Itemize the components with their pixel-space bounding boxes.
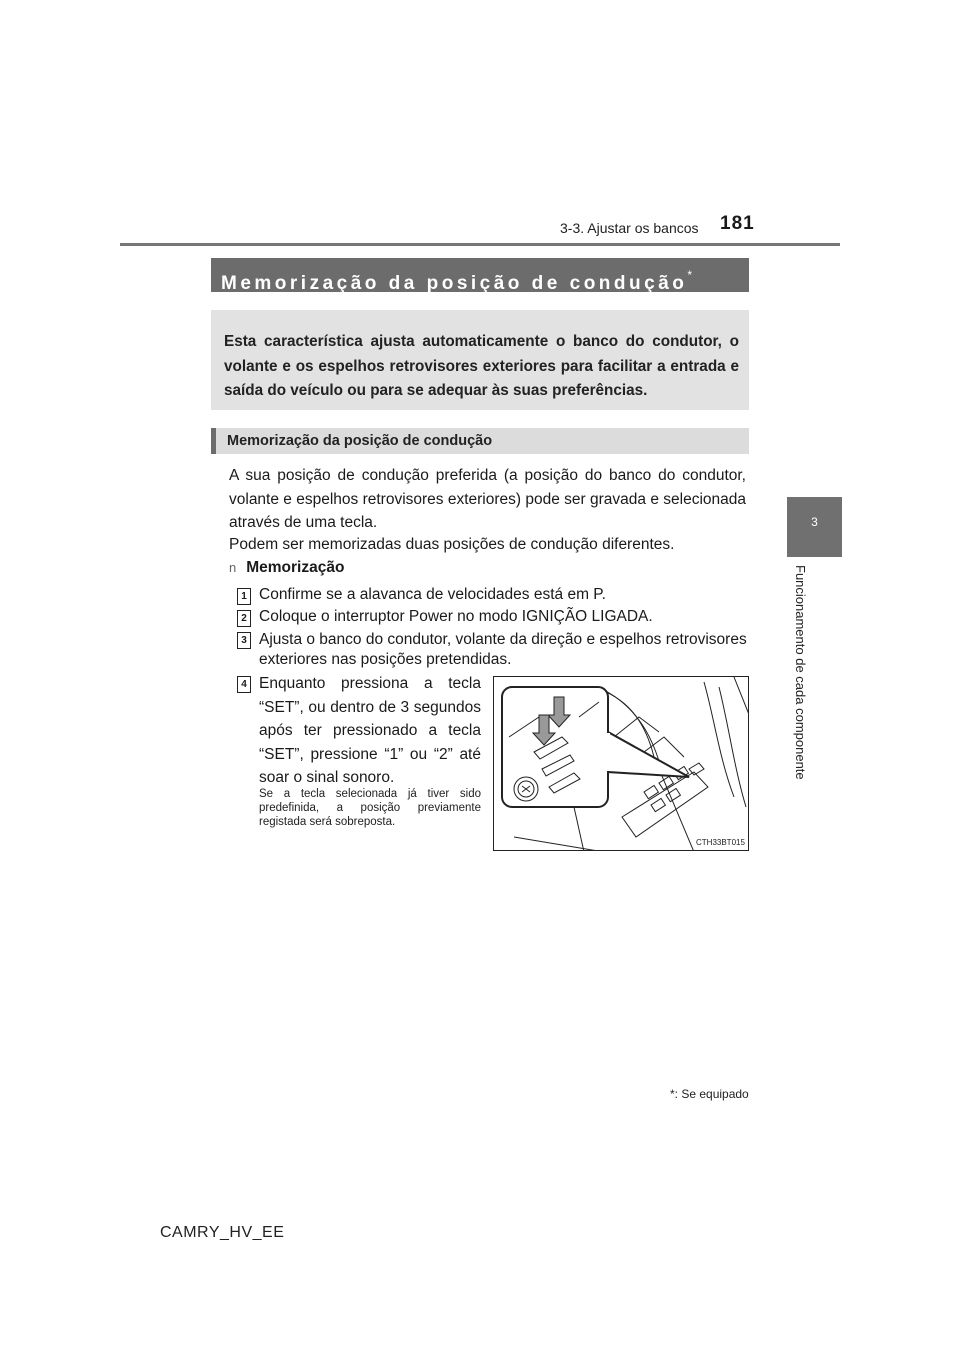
figure-code: CTH33BT015 (696, 838, 745, 847)
door-switch-illustration (493, 676, 749, 851)
step-text: Confirme se a alavanca de velocidades está em P. (259, 586, 606, 603)
document-code: CAMRY_HV_EE (160, 1224, 285, 1241)
door-panel-drawing (494, 677, 749, 851)
step-note: Se a tecla selecionada já tiver sido predefinida, a posição previamente registada será sobreposta. (259, 788, 481, 828)
step-number: 4 (237, 676, 251, 693)
memorization-heading (229, 559, 344, 577)
step-number: 2 (237, 610, 251, 627)
subheading: Memorização da posição de condução (211, 428, 749, 454)
step-text: Coloque o interruptor Power no modo IGNIÇÃO LIGADA. (259, 608, 653, 625)
chapter-tab: 3 (787, 497, 842, 557)
section-reference: 3-3. Ajustar os bancos (560, 220, 699, 236)
step-text: Enquanto pressiona a tecla “SET”, ou dentro de 3 segundos após ter pressionado a tecla “SET”, pressione “1” ou “2” até soar o sinal sonoro. (259, 675, 481, 786)
equipped-mark: * (687, 268, 693, 282)
section-title: Memorização da posição de condução (221, 273, 688, 294)
memorization-heading-text: Memorização (246, 559, 345, 576)
intro-box: Esta característica ajusta automaticamente o banco do condutor, o volante e os espelhos retrovisores exteriores para facilitar a entrada e saída do veículo ou para se adequar às suas preferências. (211, 310, 749, 410)
page-number: 181 (720, 213, 755, 234)
step-number: 3 (237, 632, 251, 649)
step-text: Ajusta o banco do condutor, volante da direção e espelhos retrovisores exteriores nas posições pretendidas. (259, 631, 747, 668)
header-rule (120, 243, 840, 246)
section-title-banner (211, 258, 749, 292)
chapter-tab-label: Funcionamento de cada componente (793, 565, 808, 780)
footnote: *: Se equipado (670, 1087, 749, 1101)
step-number: 1 (237, 588, 251, 605)
paragraph: A sua posição de condução preferida (a posição do banco do condutor, volante e espelhos retrovisores exteriores) pode ser gravada e selecionada através de uma tecla. (229, 467, 746, 531)
bullet-marker: n (229, 560, 237, 575)
paragraph: Podem ser memorizadas duas posições de condução diferentes. (229, 536, 675, 553)
